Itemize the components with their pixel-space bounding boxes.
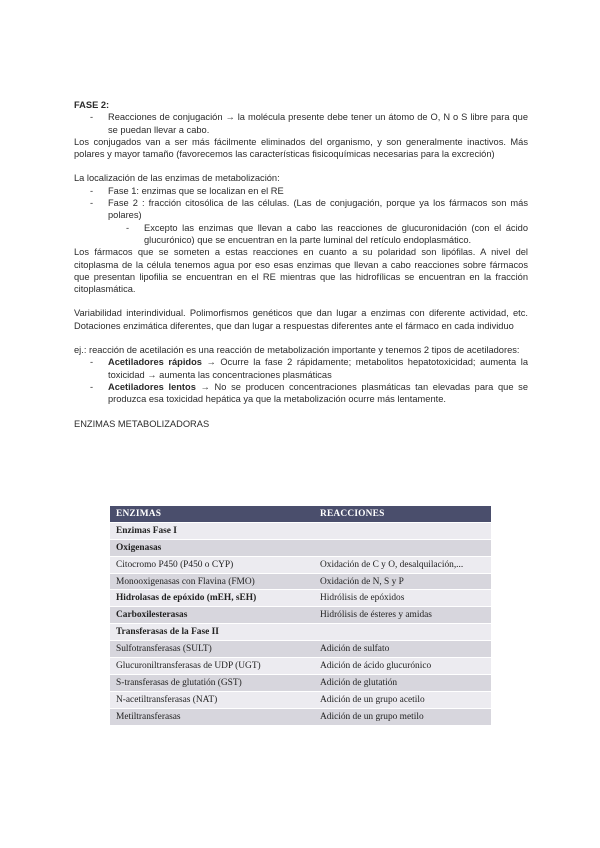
- localizacion-sublist: [74, 222, 528, 247]
- localizacion-list: [74, 185, 528, 222]
- enzimas-table: [110, 505, 491, 725]
- table-cell-reaccion: [314, 624, 491, 641]
- table-row: [110, 590, 491, 607]
- table-cell-enzima: Metiltransferasas: [110, 708, 314, 724]
- table-cell-enzima: S-transferasas de glutatión (GST): [110, 674, 314, 691]
- table-row: [110, 624, 491, 641]
- table-cell-enzima: Transferasas de la Fase II: [110, 624, 314, 641]
- table-row: [110, 674, 491, 691]
- table-cell-reaccion: [314, 539, 491, 556]
- fase2-list: [74, 111, 528, 136]
- table-row: [110, 607, 491, 624]
- document-body: [74, 99, 528, 430]
- table-row: [110, 691, 491, 708]
- acetiladores-rapidos-text: → Ocurre la fase 2 rápidamente; metabolitos hepatotoxicidad; aumenta la toxicidad → aumenta las concentraciones plasmáticas: [108, 357, 529, 380]
- table-header-row: [110, 506, 491, 523]
- table-row: [110, 573, 491, 590]
- localizacion-bullet-fase1: - Fase 1: enzimas que se localizan en el RE: [74, 185, 528, 197]
- variabilidad-paragraph: Variabilidad interindividual. Polimorfismos genéticos que dan lugar a enzimas con diferente actividad, etc. Dotaciones enzimática diferentes, que dan lugar a respuestas diferentes ante el fármaco en cada individuo: [74, 308, 528, 331]
- localizacion-subbullet: - Excepto las enzimas que llevan a cabo las reacciones de glucuronidación (con el ácido glucurónico) que se encuentran en la parte luminal del retículo endoplasmático.: [74, 222, 528, 247]
- table-row: [110, 641, 491, 658]
- table-cell-reaccion: Adición de un grupo acetilo: [314, 691, 491, 708]
- table-cell-enzima: Citocromo P450 (P450 o CYP): [110, 556, 314, 573]
- fase2-heading: FASE 2:: [74, 100, 110, 110]
- localizacion-paragraph: Los fármacos que se someten a estas reacciones en cuanto a su polaridad son lipófilas. A nivel del citoplasma de la célula tenemos agua por eso esas enzimas que llevan a cabo reacciones sobre fármacos que presentan lipofilia se encuentran en el RE mientras que las hidrofílicas se encuentran en la fracción citoplasmática.: [74, 247, 528, 295]
- table-cell-reaccion: Oxidación de N, S y P: [314, 573, 491, 590]
- table-row: [110, 539, 491, 556]
- acetilacion-intro: ej.: reacción de acetilación es una reacción de metabolización importante y tenemos 2 tipos de acetiladores:: [74, 345, 520, 356]
- acetiladores-lentos-text: No se producen concentraciones plasmáticas tan elevadas para que se produzca esa toxicidad hepática ya que la metabolización ocurre más lentamente.: [108, 381, 528, 405]
- table-cell-reaccion: [314, 522, 491, 539]
- acetiladores-list: [74, 356, 528, 405]
- table-cell-reaccion: Adición de un grupo metilo: [314, 708, 491, 724]
- table-cell-reaccion: Hidrólisis de epóxidos: [314, 590, 491, 607]
- table-cell-reaccion: Adición de sulfato: [314, 641, 491, 658]
- table-cell-reaccion: Adición de ácido glucurónico: [314, 658, 491, 675]
- table-cell-reaccion: Oxidación de C y O, desalquilación,...: [314, 556, 491, 573]
- acetiladores-rapidos-item: [74, 356, 528, 381]
- table-cell-reaccion: Hidrólisis de ésteres y amidas: [314, 607, 491, 624]
- acetiladores-rapidos-label: Acetiladores rápidos: [108, 357, 202, 368]
- table-cell-enzima: Oxigenasas: [110, 539, 314, 556]
- table-cell-enzima: N-acetiltransferasas (NAT): [110, 691, 314, 708]
- table-cell-enzima: Enzimas Fase I: [110, 522, 314, 539]
- table-cell-enzima: Hidrolasas de epóxido (mEH, sEH): [110, 590, 314, 607]
- table-cell-enzima: Glucuroniltransferasas de UDP (UGT): [110, 658, 314, 675]
- acetiladores-lentos-label: Acetiladores lentos →: [108, 381, 210, 392]
- table-row: [110, 522, 491, 539]
- fase2-bullet-conjugacion: - Reacciones de conjugación → la molécula presente debe tener un átomo de O, N o S libre para que se puedan llevar a cabo.: [74, 111, 528, 136]
- table-row: [110, 556, 491, 573]
- table-row: [110, 708, 491, 724]
- enzimas-heading: ENZIMAS METABOLIZADORAS: [74, 418, 210, 429]
- table-row: [110, 658, 491, 675]
- table-header-enzimas: ENZIMAS: [110, 506, 314, 523]
- table-cell-enzima: Carboxilesterasas: [110, 607, 314, 624]
- localizacion-intro: La localización de las enzimas de metabolización:: [74, 173, 280, 184]
- table-header-reacciones: REACCIONES: [314, 506, 491, 523]
- table-cell-enzima: Sulfotransferasas (SULT): [110, 641, 314, 658]
- acetiladores-lentos-item: [74, 381, 528, 406]
- table-cell-enzima: Monooxigenasas con Flavina (FMO): [110, 573, 314, 590]
- localizacion-bullet-fase2: - Fase 2 : fracción citosólica de las células. (Las de conjugación, porque ya los fármacos son más polares): [74, 197, 528, 222]
- fase2-paragraph: Los conjugados van a ser más fácilmente eliminados del organismo, y son generalmente inactivos. Más polares y mayor tamaño (favorecemos las características fisicoquímicas necesarias para la excreción): [74, 136, 528, 160]
- table-cell-reaccion: Adición de glutatión: [314, 674, 491, 691]
